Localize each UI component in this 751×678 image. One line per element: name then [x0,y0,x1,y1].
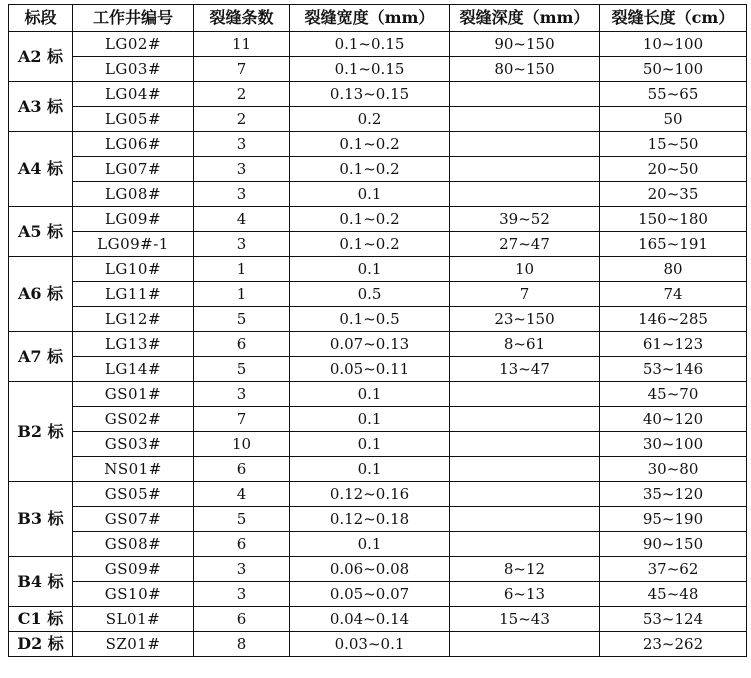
crack-length-cell: 61~123 [600,332,747,357]
crack-width-cell: 0.05~0.11 [290,357,450,382]
crack-count-cell: 1 [194,257,290,282]
well-id-cell: LG05# [73,107,194,132]
crack-count-cell: 11 [194,32,290,57]
well-id-cell: GS07# [73,507,194,532]
crack-depth-cell [450,182,600,207]
table-row [9,257,747,282]
table-row [9,207,747,232]
table-row [9,432,747,457]
crack-length-cell: 53~124 [600,607,747,632]
section-cell: A3 标 [9,82,73,132]
crack-width-cell: 0.1~0.2 [290,207,450,232]
well-id-cell: LG06# [73,132,194,157]
well-id-cell: LG13# [73,332,194,357]
crack-length-cell: 55~65 [600,82,747,107]
crack-length-cell: 165~191 [600,232,747,257]
section-cell: B3 标 [9,482,73,557]
well-id-cell: GS01# [73,382,194,407]
crack-count-cell: 3 [194,582,290,607]
well-id-cell: LG04# [73,82,194,107]
header-crack-depth: 裂缝深度（mm） [450,5,600,32]
crack-depth-cell [450,157,600,182]
table-row [9,407,747,432]
crack-count-cell: 5 [194,507,290,532]
crack-length-cell: 30~80 [600,457,747,482]
header-crack-width: 裂缝宽度（mm） [290,5,450,32]
crack-width-cell: 0.1 [290,407,450,432]
crack-depth-cell [450,82,600,107]
crack-length-cell: 90~150 [600,532,747,557]
crack-width-cell: 0.2 [290,107,450,132]
crack-depth-cell: 8~12 [450,557,600,582]
crack-width-cell: 0.1~0.15 [290,32,450,57]
crack-length-cell: 53~146 [600,357,747,382]
table-row [9,182,747,207]
crack-depth-cell: 7 [450,282,600,307]
section-cell: B2 标 [9,382,73,482]
well-id-cell: LG08# [73,182,194,207]
crack-count-cell: 3 [194,132,290,157]
crack-length-cell: 35~120 [600,482,747,507]
crack-depth-cell: 39~52 [450,207,600,232]
crack-count-cell: 6 [194,607,290,632]
crack-count-cell: 3 [194,232,290,257]
table-row [9,532,747,557]
crack-length-cell: 74 [600,282,747,307]
crack-count-cell: 5 [194,307,290,332]
table-row [9,457,747,482]
crack-depth-cell: 10 [450,257,600,282]
crack-length-cell: 50 [600,107,747,132]
crack-length-cell: 45~48 [600,582,747,607]
crack-width-cell: 0.1 [290,257,450,282]
crack-width-cell: 0.13~0.15 [290,82,450,107]
crack-depth-cell [450,507,600,532]
section-cell: A2 标 [9,32,73,82]
crack-depth-cell: 90~150 [450,32,600,57]
crack-count-cell: 6 [194,532,290,557]
crack-length-cell: 40~120 [600,407,747,432]
crack-count-cell: 4 [194,482,290,507]
crack-depth-cell [450,432,600,457]
well-id-cell: GS08# [73,532,194,557]
crack-width-cell: 0.07~0.13 [290,332,450,357]
crack-depth-cell: 8~61 [450,332,600,357]
section-cell: A7 标 [9,332,73,382]
crack-count-cell: 10 [194,432,290,457]
crack-count-cell: 2 [194,107,290,132]
crack-width-cell: 0.1 [290,182,450,207]
crack-width-cell: 0.5 [290,282,450,307]
table-body [9,32,747,657]
table-row [9,632,747,657]
well-id-cell: LG11# [73,282,194,307]
crack-count-cell: 7 [194,407,290,432]
well-id-cell: GS03# [73,432,194,457]
crack-length-cell: 146~285 [600,307,747,332]
well-id-cell: SZ01# [73,632,194,657]
crack-length-cell: 20~50 [600,157,747,182]
crack-width-cell: 0.1 [290,457,450,482]
crack-table-sheet [8,4,746,657]
well-id-cell: GS09# [73,557,194,582]
crack-depth-cell: 23~150 [450,307,600,332]
well-id-cell: LG09# [73,207,194,232]
table-row [9,482,747,507]
crack-width-cell: 0.1~0.5 [290,307,450,332]
well-id-cell: GS10# [73,582,194,607]
crack-count-cell: 8 [194,632,290,657]
table-row [9,332,747,357]
crack-length-cell: 50~100 [600,57,747,82]
section-cell: A5 标 [9,207,73,257]
crack-width-cell: 0.1 [290,382,450,407]
well-id-cell: LG02# [73,32,194,57]
crack-length-cell: 20~35 [600,182,747,207]
table-row [9,607,747,632]
section-cell: A4 标 [9,132,73,207]
crack-count-cell: 3 [194,157,290,182]
crack-count-cell: 2 [194,82,290,107]
table-row [9,157,747,182]
section-cell: D2 标 [9,632,73,657]
crack-depth-cell [450,482,600,507]
table-row [9,82,747,107]
crack-length-cell: 15~50 [600,132,747,157]
well-id-cell: SL01# [73,607,194,632]
section-cell: A6 标 [9,257,73,332]
table-row [9,582,747,607]
crack-statistics-table [8,4,747,657]
well-id-cell: GS02# [73,407,194,432]
crack-depth-cell [450,632,600,657]
crack-length-cell: 23~262 [600,632,747,657]
table-row [9,107,747,132]
crack-width-cell: 0.1~0.2 [290,157,450,182]
section-cell: C1 标 [9,607,73,632]
crack-width-cell: 0.04~0.14 [290,607,450,632]
crack-length-cell: 30~100 [600,432,747,457]
crack-depth-cell: 27~47 [450,232,600,257]
crack-width-cell: 0.1 [290,532,450,557]
crack-depth-cell: 15~43 [450,607,600,632]
table-row [9,357,747,382]
well-id-cell: LG09#-1 [73,232,194,257]
well-id-cell: LG14# [73,357,194,382]
crack-count-cell: 3 [194,182,290,207]
crack-width-cell: 0.1~0.2 [290,232,450,257]
crack-depth-cell: 80~150 [450,57,600,82]
table-row [9,57,747,82]
crack-width-cell: 0.05~0.07 [290,582,450,607]
crack-length-cell: 10~100 [600,32,747,57]
crack-width-cell: 0.12~0.16 [290,482,450,507]
crack-width-cell: 0.06~0.08 [290,557,450,582]
crack-width-cell: 0.1~0.15 [290,57,450,82]
well-id-cell: NS01# [73,457,194,482]
table-row [9,282,747,307]
table-header-row [9,5,747,32]
crack-width-cell: 0.03~0.1 [290,632,450,657]
crack-depth-cell [450,407,600,432]
crack-width-cell: 0.1 [290,432,450,457]
header-well-id: 工作井编号 [73,5,194,32]
header-section: 标段 [9,5,73,32]
crack-count-cell: 3 [194,382,290,407]
crack-depth-cell [450,382,600,407]
crack-width-cell: 0.12~0.18 [290,507,450,532]
crack-depth-cell [450,132,600,157]
crack-depth-cell [450,107,600,132]
header-crack-count: 裂缝条数 [194,5,290,32]
table-row [9,132,747,157]
well-id-cell: LG07# [73,157,194,182]
crack-count-cell: 5 [194,357,290,382]
crack-count-cell: 6 [194,332,290,357]
section-cell: B4 标 [9,557,73,607]
crack-length-cell: 37~62 [600,557,747,582]
header-crack-length: 裂缝长度（cm） [600,5,747,32]
crack-depth-cell [450,457,600,482]
crack-length-cell: 45~70 [600,382,747,407]
well-id-cell: LG03# [73,57,194,82]
crack-count-cell: 7 [194,57,290,82]
table-row [9,557,747,582]
table-row [9,232,747,257]
well-id-cell: LG10# [73,257,194,282]
crack-width-cell: 0.1~0.2 [290,132,450,157]
crack-depth-cell: 6~13 [450,582,600,607]
crack-depth-cell: 13~47 [450,357,600,382]
table-row [9,307,747,332]
crack-depth-cell [450,532,600,557]
well-id-cell: LG12# [73,307,194,332]
well-id-cell: GS05# [73,482,194,507]
crack-count-cell: 3 [194,557,290,582]
crack-length-cell: 150~180 [600,207,747,232]
crack-count-cell: 4 [194,207,290,232]
table-row [9,32,747,57]
table-row [9,507,747,532]
table-row [9,382,747,407]
crack-count-cell: 6 [194,457,290,482]
crack-count-cell: 1 [194,282,290,307]
crack-length-cell: 95~190 [600,507,747,532]
crack-length-cell: 80 [600,257,747,282]
